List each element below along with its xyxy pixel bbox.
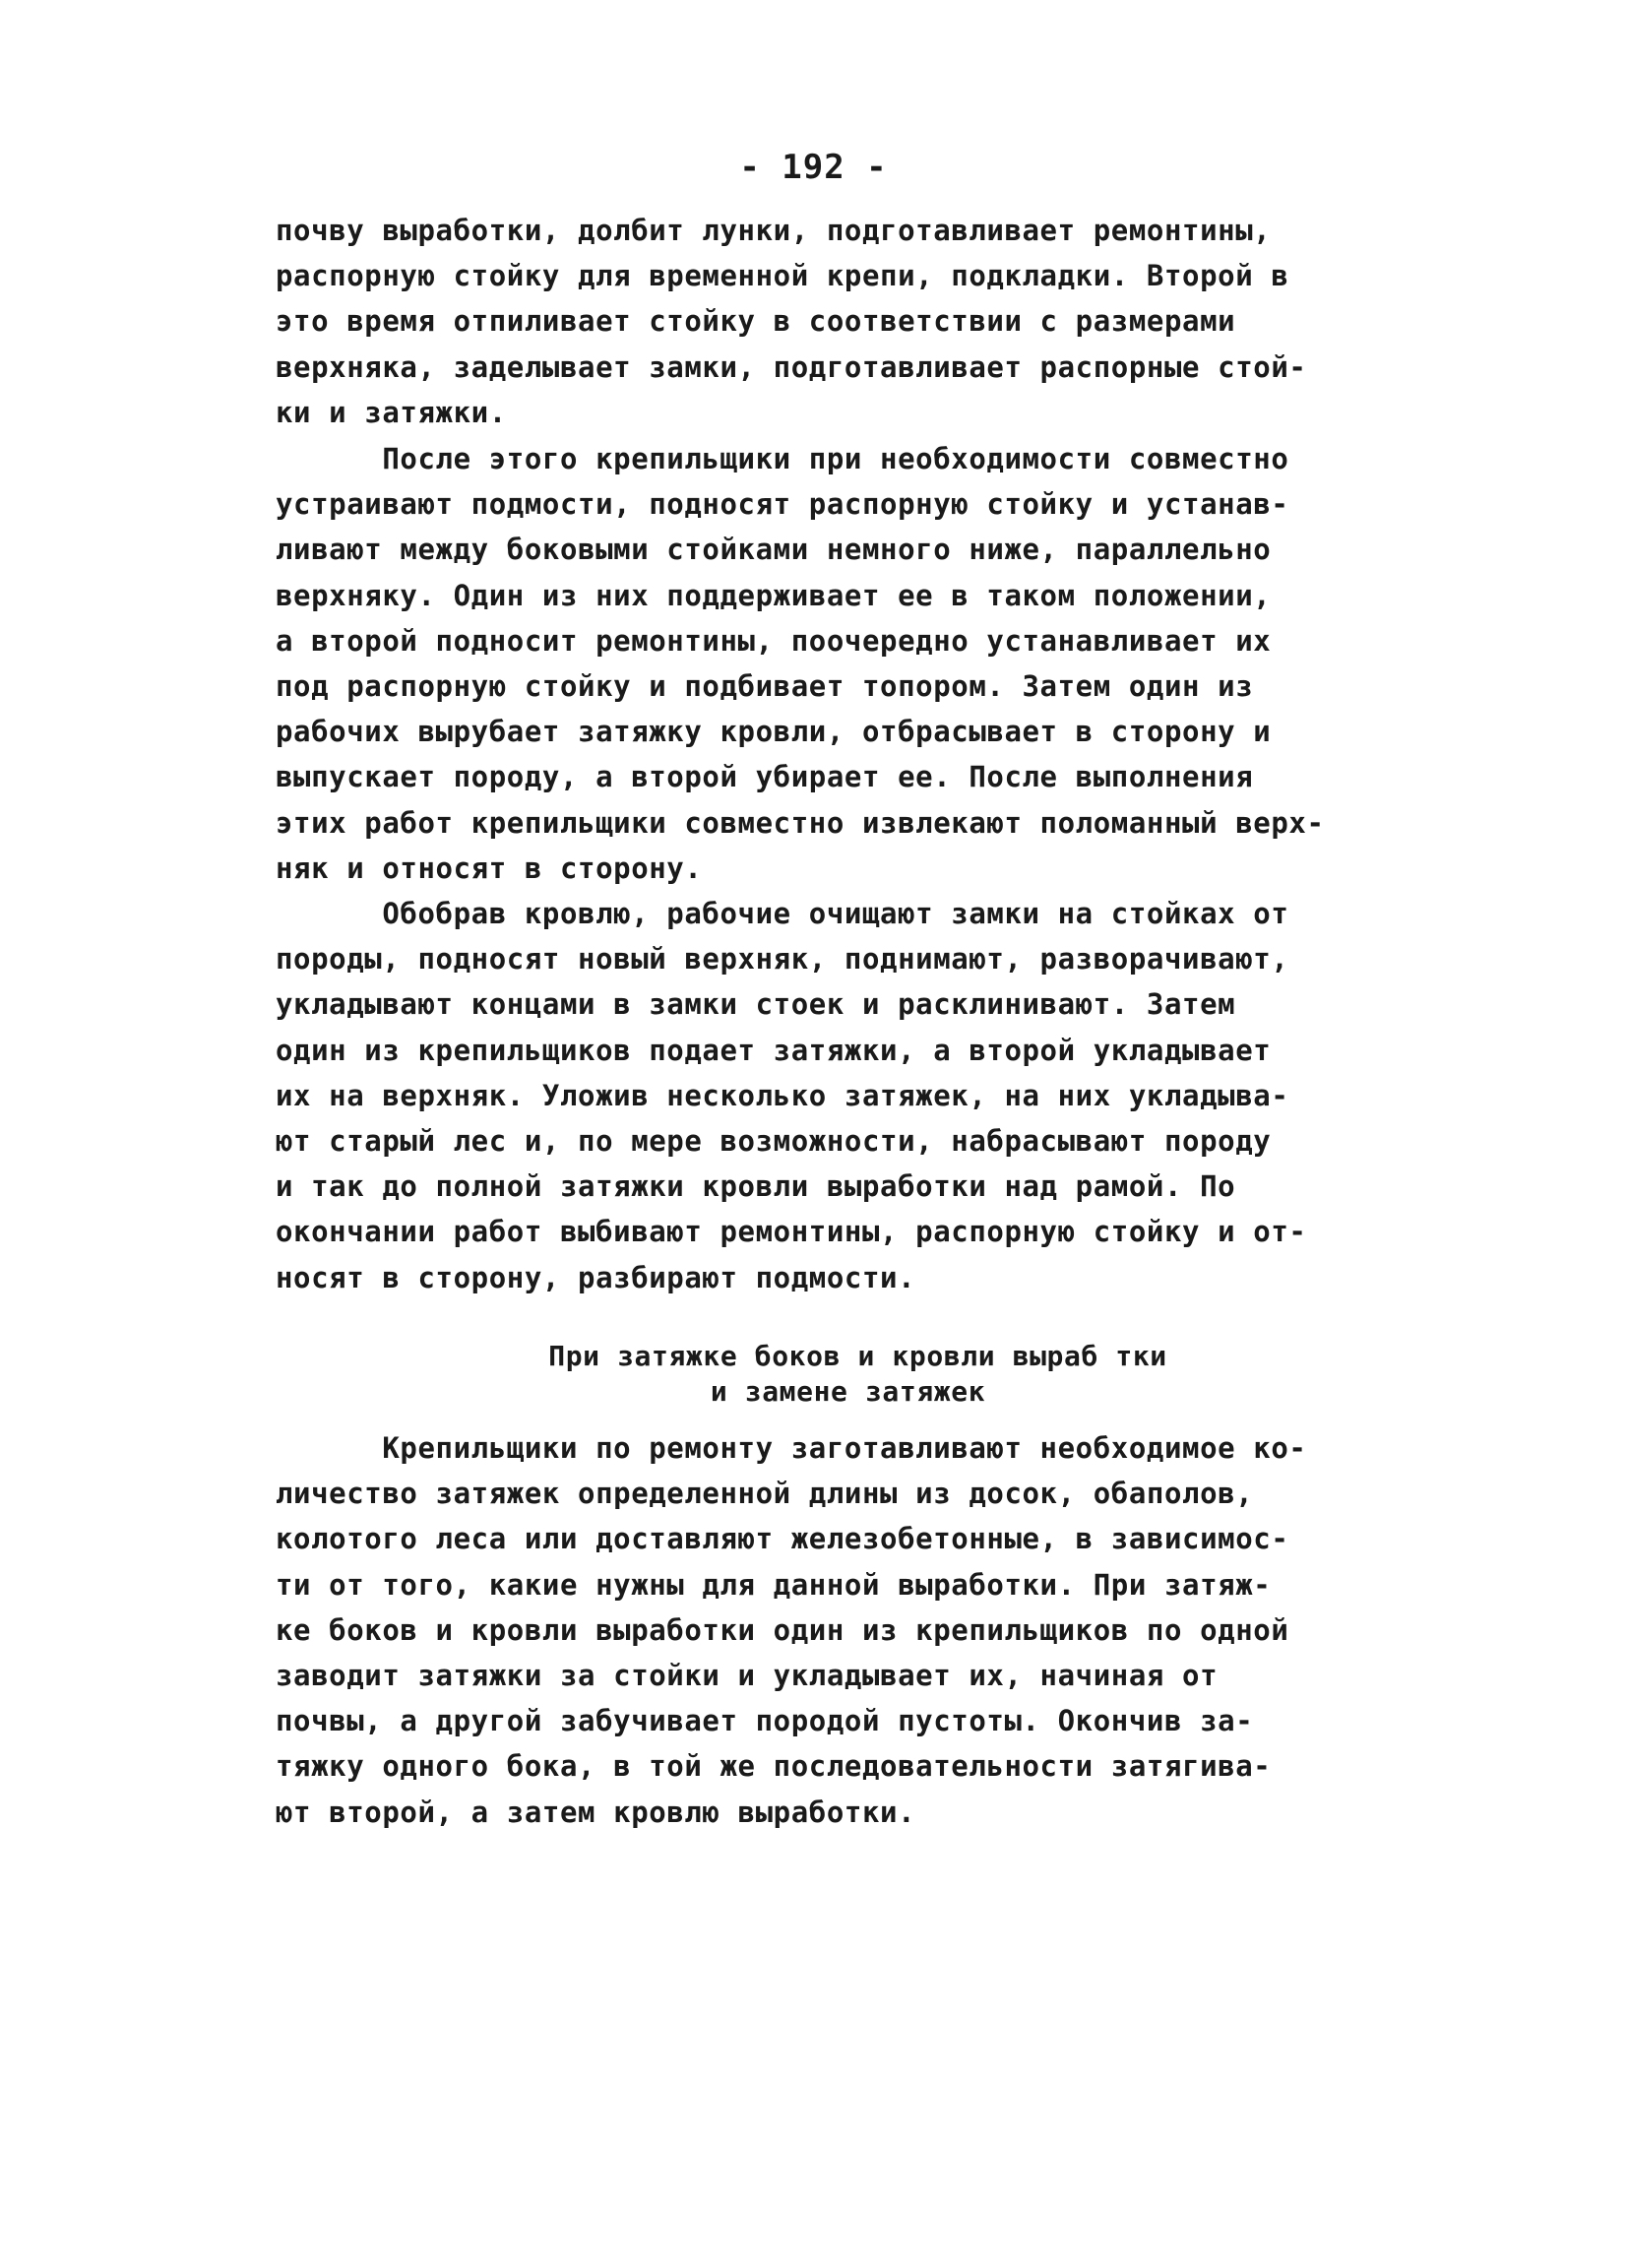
text-line: породы, подносят новый верхняк, поднимают, разворачивают, xyxy=(276,942,1289,976)
text-line: а второй подносит ремонтины, поочередно устанавливает их xyxy=(276,623,1272,658)
text-line: почвы, а другой забучивает породой пустоты. Окончив за- xyxy=(276,1704,1254,1738)
section-heading xyxy=(0,1339,1627,1410)
text-line: укладывают концами в замки стоек и расклинивают. Затем xyxy=(276,987,1236,1022)
text-line: ливают между боковыми стойками немного ниже, параллельно xyxy=(276,533,1272,567)
paragraph-2 xyxy=(276,436,1378,891)
text-line: этих работ крепильщики совместно извлекают поломанный верх- xyxy=(276,805,1325,840)
text-line: под распорную стойку и подбивает топором. Затем один из xyxy=(276,668,1254,703)
text-line: выпускает породу, а второй убирает ее. После выполнения xyxy=(276,760,1254,794)
text-line: рабочих вырубает затяжку кровли, отбрасывает в сторону и xyxy=(276,715,1272,749)
section-heading-line-1: При затяжке боков и кровли выраб тки xyxy=(548,1340,1167,1372)
page-number: - 192 - xyxy=(739,148,888,187)
text-line: заводит затяжки за стойки и укладывает их, начиная от xyxy=(276,1658,1219,1692)
text-line: ти от того, какие нужны для данной выработки. При затяж- xyxy=(276,1567,1272,1602)
text-line: окончании работ выбивают ремонтины, распорную стойку и от- xyxy=(276,1215,1307,1249)
text-line: Обобрав кровлю, рабочие очищают замки на стойках от xyxy=(276,897,1289,930)
text-line: ке боков и кровли выработки один из крепильщиков по одной xyxy=(276,1612,1289,1647)
text-line: верхняку. Один из них поддерживает ее в таком положении, xyxy=(276,578,1272,612)
text-line: почву выработки, долбит лунки, подготавливает ремонтины, xyxy=(276,214,1272,247)
text-line: это время отпиливает стойку в соответствии с размерами xyxy=(276,304,1236,339)
text-line: личество затяжек определенной длины из досок, обаполов, xyxy=(276,1477,1254,1511)
text-line: и так до полной затяжки кровли выработки над рамой. По xyxy=(276,1169,1236,1204)
text-line: ют второй, а затем кровлю выработки. xyxy=(276,1795,916,1829)
section-heading-line-2: и замене затяжек xyxy=(710,1375,986,1408)
text-line: После этого крепильщики при необходимости совместно xyxy=(276,442,1289,475)
text-line: один из крепильщиков подает затяжки, а второй укладывает xyxy=(276,1033,1272,1067)
text-line: няк и относят в сторону. xyxy=(276,850,703,885)
text-line: ки и затяжки. xyxy=(276,395,507,429)
text-line: распорную стойку для временной крепи, подкладки. Второй в xyxy=(276,259,1289,293)
text-line: ют старый лес и, по мере возможности, набрасывают породу xyxy=(276,1123,1272,1158)
text-line: их на верхняк. Уложив несколько затяжек, на них укладыва- xyxy=(276,1078,1289,1112)
paragraph-1 xyxy=(276,208,1378,435)
text-line: устраивают подмости, подносят распорную стойку и устанав- xyxy=(276,487,1289,522)
text-line: колотого леса или доставляют железобетонные, в зависимос- xyxy=(276,1522,1289,1556)
text-line: верхняка, заделывает замки, подготавливает распорные стой- xyxy=(276,349,1307,384)
text-line: Крепильщики по ремонту заготавливают необходимое ко- xyxy=(276,1431,1307,1465)
text-line: носят в сторону, разбирают подмости. xyxy=(276,1260,916,1294)
text-line: тяжку одного бока, в той же последовательности затягива- xyxy=(276,1749,1272,1784)
paragraph-3 xyxy=(276,891,1378,1300)
paragraph-4 xyxy=(276,1425,1378,1835)
